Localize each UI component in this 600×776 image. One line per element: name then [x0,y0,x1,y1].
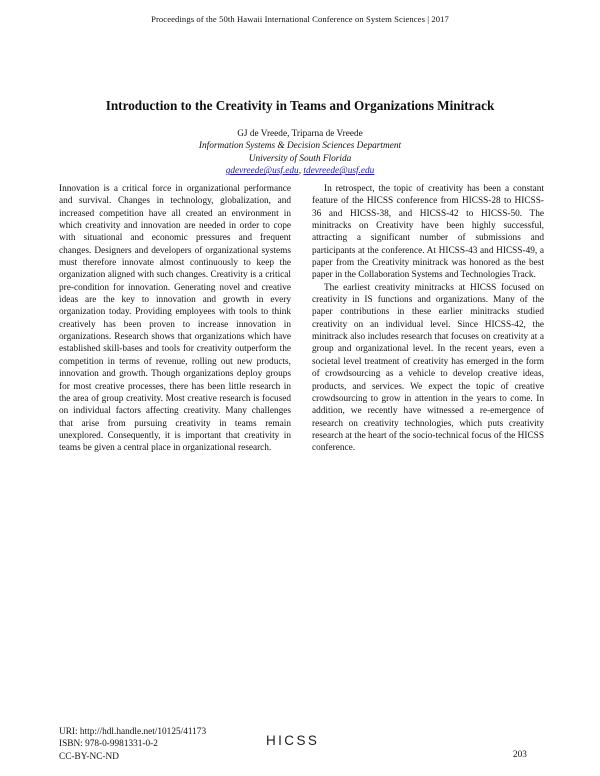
email-separator: , [298,166,304,177]
author-block [0,128,600,178]
email-link-gj[interactable]: gdevreede@usf.edu [225,166,299,177]
footer-isbn: ISBN: 978-0-9981331-0-2 [59,739,158,750]
email-link-triparna[interactable]: tdevreede@usf.edu [303,166,375,177]
right-column [312,183,544,455]
retrospect-paragraph: In retrospect, the topic of creativity has been a constant feature of the HICSS conference from HICSS-28 to HICSS-36 and HICSS-38, and HICSS-42 to HICSS-50. The minitracks on Creativity have been highly successful, attracting a significant number of submissions and participants at the conference. At HICSS-43 and HICSS-49, a paper from the Creativity minitrack was honored as the best paper in the Collaboration Systems and Technologies Track. [312,184,544,281]
earliest-minitracks-paragraph: The earliest creativity minitracks at HICSS focused on creativity in IS functions and organizations. Many of the paper contributions in these earlier minitracks studied creativity on an individual level. Since HICSS-42, the minitrack also includes research that focuses on creativity at a group and organizational level. In the recent years, even a societal level treatment of creativity has emerged in the form of crowdsourcing as a vehicle to develop creative ideas, products, and services. We expect the topic of creative crowdsourcing to grow in attention in the years to come. In addition, we recently have witnessed a re-emergence of research on creativity technologies, which puts creativity research at the heart of the socio-technical focus of the HICSS conference. [312,282,544,454]
author-emails [0,165,600,177]
page-number: 203 [513,750,527,760]
footer-uri: URI: http://hdl.handle.net/10125/41173 [59,727,207,737]
footer-license: CC-BY-NC-ND [59,751,119,762]
author-department: Information Systems & Decision Sciences Department [198,141,402,152]
author-names: GJ de Vreede, Triparna de Vreede [237,129,363,139]
running-header: Proceedings of the 50th Hawaii International Conference on System Sciences | 2017 [151,14,449,24]
author-university: University of South Florida [248,153,352,164]
footer-metadata [59,726,206,763]
intro-paragraph: Innovation is a critical force in organizational performance and survival. Changes in technology, globalization, and increased competition have all created an environment in which creativity and innovation are needed in order to cope with situational and economic pressures and frequent changes. Designers and developers of organizational systems must therefore innovate almost continuously to keep the organization aligned with such changes. Creativity is a critical pre-condition for innovation. Generating novel and creative ideas are the key to innovation and growth in every organization today. Providing employees with tools to think creatively has been proven to increase innovation in organizations. Research shows that organizations which have established skill-bases and tools for creativity outperform the competition in terms of revenue, rolling out new products, innovation and growth. Though organizations deploy groups for most creative processes, there has been little research in the area of group creativity. Most creative research is focused on individual factors affecting creativity. Many challenges that arise from pursuing creativity in teams remain unexplored. Consequently, it is important that creativity in teams be given a central place in organizational research. [59,184,291,454]
left-column [59,183,291,455]
hicss-logo: HICSS [266,733,320,748]
paper-title: Introduction to the Creativity in Teams and Organizations Minitrack [105,98,495,113]
